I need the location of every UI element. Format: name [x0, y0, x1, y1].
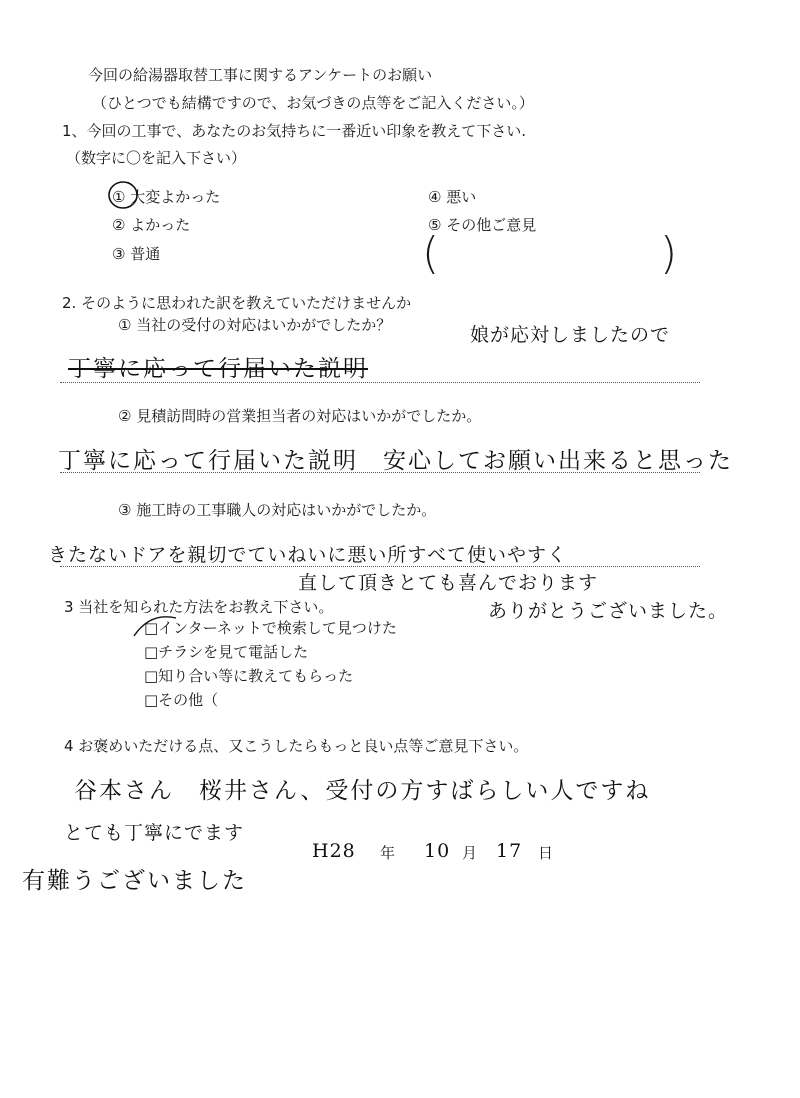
- q2-sub3-answer-1: きたないドアを親切でていねいに悪い所すべて使いやすく: [48, 544, 568, 566]
- date-era-year: H28: [312, 840, 356, 862]
- q1-selection-circle: [109, 182, 137, 208]
- date-day: 17: [496, 840, 523, 862]
- survey-title: 今回の給湯器取替工事に関するアンケートのお願い: [88, 66, 433, 84]
- date-day-label: 日: [538, 844, 554, 862]
- q2-sub1-crossed-answer: 丁寧に応って行届いた説明: [68, 356, 368, 382]
- open-paren: (: [422, 228, 440, 279]
- q3-option-3: □知り合い等に教えてもらった: [144, 667, 354, 685]
- survey-subtitle: （ひとつでも結構ですので、お気づきの点等をご記入ください。）: [92, 94, 534, 112]
- q3-option-4: □その他（: [144, 691, 219, 709]
- date-year-label: 年: [380, 844, 396, 862]
- q2-sub3-answer-2: 直して頂きとても喜んでおります: [298, 572, 599, 594]
- q2-sub2-answer: 丁寧に応って行届いた説明 安心してお願い出来ると思った: [58, 448, 733, 474]
- q1-option-4: ④ 悪い: [428, 188, 477, 206]
- q2-sub1: ① 当社の受付の対応はいかがでしたか？: [118, 316, 392, 334]
- q4-answer-3: 有難うございました: [22, 868, 247, 894]
- q1-option-3: ③ 普通: [112, 245, 161, 263]
- q3-check-mark: [134, 617, 176, 636]
- q3-question: 3 当社を知られた方法をお教え下さい。: [64, 598, 334, 616]
- q2-sub1-answer: 娘が応対しましたので: [470, 324, 671, 346]
- q1-question: 1、今回の工事で、あなたのお気持ちに一番近い印象を教えて下さい.: [62, 122, 527, 140]
- q2-sub2: ② 見積訪問時の営業担当者の対応はいかがでしたか。: [118, 407, 482, 425]
- q3-option-2: □チラシを見て電話した: [144, 643, 309, 661]
- date-month-label: 月: [462, 844, 478, 862]
- date-month: 10: [424, 840, 451, 862]
- q4-answer-2: とても丁寧にでます: [64, 822, 245, 844]
- q3-option-1: □インターネットで検索して見つけた: [144, 619, 397, 637]
- q4-answer-1: 谷本さん 桜井さん、受付の方すばらしい人ですね: [74, 778, 651, 804]
- q1-instruction: （数字に〇を記入下さい）: [66, 149, 247, 167]
- q1-option-2: ② よかった: [112, 216, 191, 234]
- q1-option-5: ⑤ その他ご意見: [428, 216, 537, 234]
- close-paren: ): [660, 228, 678, 279]
- q2-sub3-answer-3: ありがとうございました。: [488, 600, 729, 622]
- q1-option-1: ① 大変よかった: [112, 188, 221, 206]
- q2-question: 2. そのように思われた訳を教えていただけませんか: [62, 294, 412, 312]
- q4-question: 4 お褒めいただける点、又こうしたらもっと良い点等ご意見下さい。: [64, 737, 529, 755]
- q2-sub3: ③ 施工時の工事職人の対応はいかがでしたか。: [118, 501, 437, 519]
